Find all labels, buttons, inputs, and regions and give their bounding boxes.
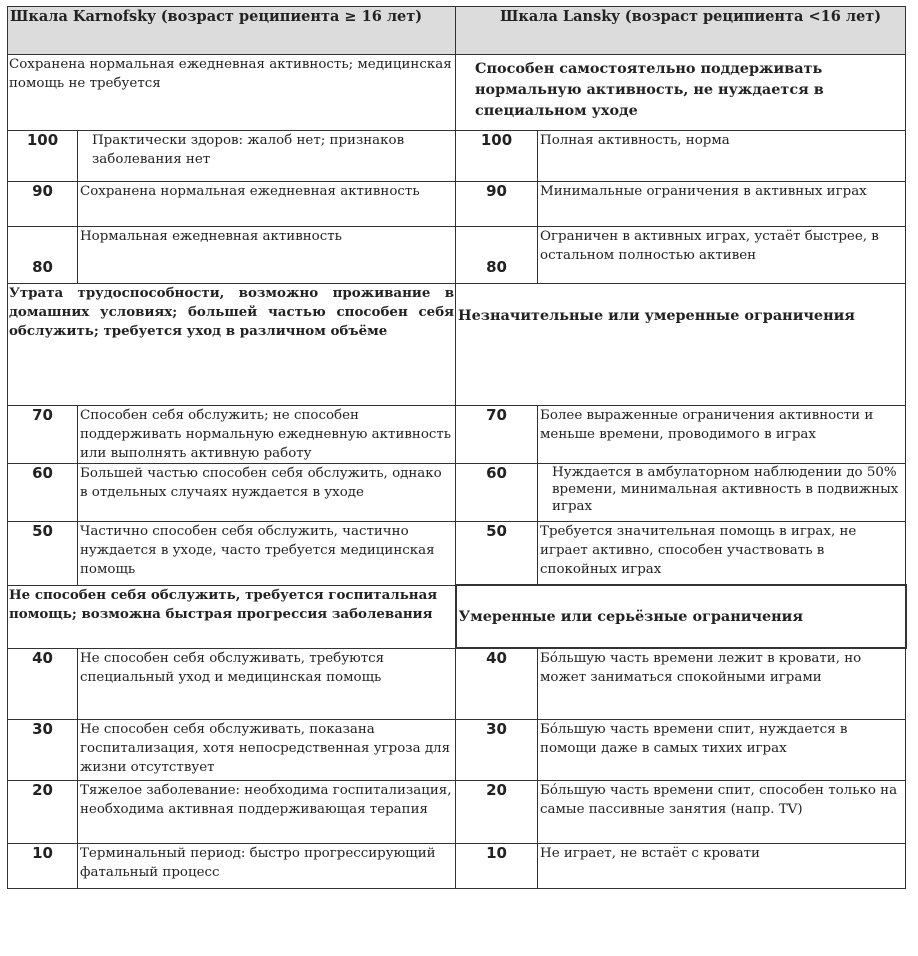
- karnofsky-description: Сохранена нормальная ежедневная активность: [78, 182, 456, 227]
- lansky-description: Более выраженные ограничения активности и меньше времени, проводимого в играх: [538, 406, 906, 464]
- lansky-score: 60: [456, 464, 538, 522]
- lansky-score: 100: [456, 131, 538, 182]
- karnofsky-score: 70: [8, 406, 78, 464]
- table-row: [8, 720, 906, 781]
- section-row: [8, 284, 906, 406]
- table-row: [8, 406, 906, 464]
- karnofsky-description: Большей частью способен себя обслужить, однако в отдельных случаях нуждается в уходе: [78, 464, 456, 522]
- lansky-section-label: Незначительные или умеренные ограничения: [456, 284, 906, 406]
- lansky-description: Бóльшую часть времени спит, нуждается в помощи даже в самых тихих играх: [538, 720, 906, 781]
- section-row: [8, 585, 906, 648]
- table-row: [8, 464, 906, 522]
- karnofsky-description: Практически здоров: жалоб нет; признаков заболевания нет: [78, 131, 456, 182]
- lansky-description: Полная активность, норма: [538, 131, 906, 182]
- karnofsky-description: Способен себя обслужить; не способен поддерживать нормальную ежедневную активность или выполнять активную работу: [78, 406, 456, 464]
- table-row: [8, 227, 906, 284]
- lansky-description: Ограничен в активных играх, устаёт быстрее, в остальном полностью активен: [538, 227, 906, 284]
- section-row: [8, 55, 906, 131]
- karnofsky-description: Терминальный период: быстро прогрессирующий фатальный процесс: [78, 844, 456, 889]
- karnofsky-section-label: Сохранена нормальная ежедневная активность; медицинская помощь не требуется: [8, 55, 456, 131]
- karnofsky-score: 80: [8, 227, 78, 284]
- lansky-score: 50: [456, 522, 538, 586]
- karnofsky-header: Шкала Karnofsky (возраст реципиента ≥ 16 лет): [8, 7, 456, 55]
- table-row: [8, 131, 906, 182]
- karnofsky-score: 60: [8, 464, 78, 522]
- lansky-score: 30: [456, 720, 538, 781]
- table-row: [8, 182, 906, 227]
- lansky-header: Шкала Lansky (возраст реципиента <16 лет): [456, 7, 906, 55]
- karnofsky-score: 100: [8, 131, 78, 182]
- lansky-description: Требуется значительная помощь в играх, не играет активно, способен участвовать в спокойных играх: [538, 522, 906, 586]
- karnofsky-description: Тяжелое заболевание: необходима госпитализация, необходима активная поддерживающая терапия: [78, 781, 456, 844]
- lansky-description: Бóльшую часть времени спит, способен только на самые пассивные занятия (напр. TV): [538, 781, 906, 844]
- performance-scale-table-wrapper: [7, 6, 905, 889]
- karnofsky-score: 40: [8, 648, 78, 720]
- lansky-score: 70: [456, 406, 538, 464]
- lansky-score: 10: [456, 844, 538, 889]
- karnofsky-score: 90: [8, 182, 78, 227]
- lansky-description: Бóльшую часть времени лежит в кровати, но может заниматься спокойными играми: [538, 648, 906, 720]
- karnofsky-description: Нормальная ежедневная активность: [78, 227, 456, 284]
- karnofsky-description: Не способен себя обслуживать, показана госпитализация, хотя непосредственная угроза для жизни отсутствует: [78, 720, 456, 781]
- lansky-score: 80: [456, 227, 538, 284]
- header-row: [8, 7, 906, 55]
- karnofsky-score: 30: [8, 720, 78, 781]
- lansky-description: Нуждается в амбулаторном наблюдении до 50% времени, минимальная активность в подвижных играх: [538, 464, 906, 522]
- karnofsky-section-label: Не способен себя обслужить, требуется госпитальная помощь; возможна быстрая прогрессия заболевания: [8, 585, 456, 648]
- table-row: [8, 781, 906, 844]
- lansky-score: 40: [456, 648, 538, 720]
- lansky-score: 90: [456, 182, 538, 227]
- karnofsky-description: Не способен себя обслуживать, требуются специальный уход и медицинская помощь: [78, 648, 456, 720]
- performance-scale-table: [7, 6, 907, 889]
- karnofsky-score: 10: [8, 844, 78, 889]
- lansky-section-label: Способен самостоятельно поддерживать нормальную активность, не нуждается в специальном уходе: [456, 55, 906, 131]
- table-row: [8, 648, 906, 720]
- table-row: [8, 522, 906, 586]
- lansky-description: Не играет, не встаёт с кровати: [538, 844, 906, 889]
- karnofsky-score: 20: [8, 781, 78, 844]
- lansky-score: 20: [456, 781, 538, 844]
- table-row: [8, 844, 906, 889]
- lansky-section-label: Умеренные или серьёзные ограничения: [456, 585, 906, 648]
- karnofsky-score: 50: [8, 522, 78, 586]
- karnofsky-section-label: Утрата трудоспособности, возможно проживание в домашних условиях; большей частью способен себя обслужить; требуется уход в различном объёме: [8, 284, 456, 406]
- karnofsky-description: Частично способен себя обслужить, частично нуждается в уходе, часто требуется медицинская помощь: [78, 522, 456, 586]
- lansky-description: Минимальные ограничения в активных играх: [538, 182, 906, 227]
